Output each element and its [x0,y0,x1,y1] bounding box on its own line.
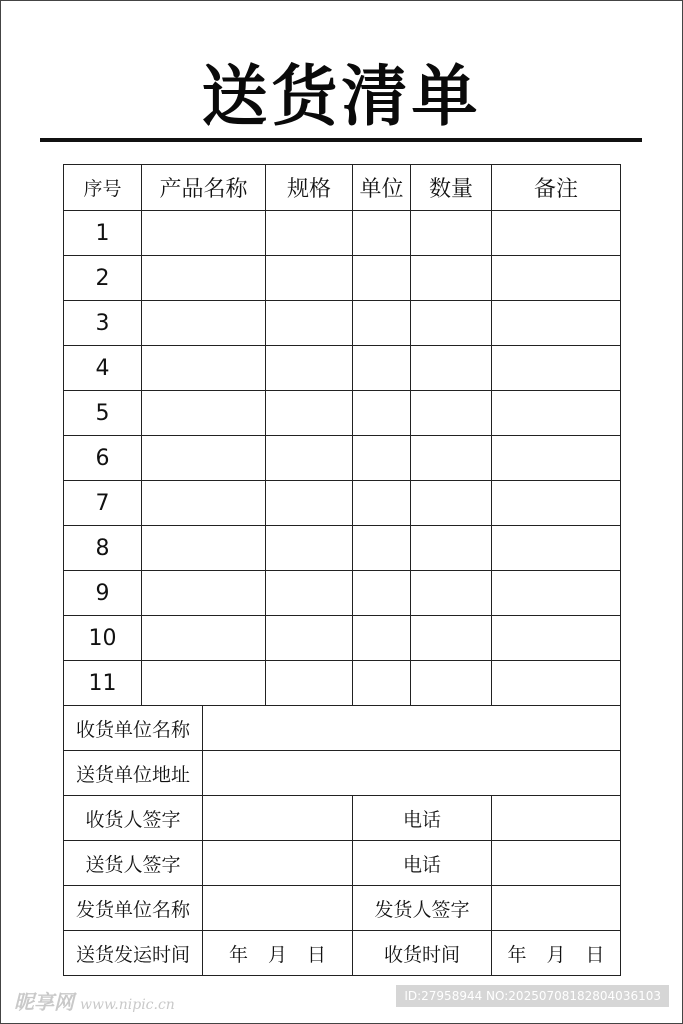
month-label: 月 [268,943,288,966]
watermark-url: www.nipic.cn [80,997,175,1013]
unit-cell[interactable] [353,346,411,391]
product-name-cell[interactable] [142,661,266,706]
row-index: 7 [64,481,142,526]
spec-cell[interactable] [266,256,353,301]
spec-cell[interactable] [266,211,353,256]
title-underline [40,138,642,142]
quantity-cell[interactable] [411,436,492,481]
quantity-cell[interactable] [411,301,492,346]
year-label: 年 [228,943,248,966]
row-index: 3 [64,301,142,346]
quantity-cell[interactable] [411,211,492,256]
header-spec: 规格 [266,165,353,211]
row-index: 5 [64,391,142,436]
shipper-signature-label: 发货人签字 [353,886,492,931]
table-row [64,211,621,256]
spec-cell[interactable] [266,526,353,571]
spec-cell[interactable] [266,616,353,661]
remarks-cell[interactable] [492,526,621,571]
table-row [64,391,621,436]
spec-cell[interactable] [266,346,353,391]
delivery-unit-address-field[interactable] [203,751,621,796]
watermark-logo [14,986,175,1015]
table-row [64,616,621,661]
row-index: 9 [64,571,142,616]
dispatch-time-label: 送货发运时间 [64,931,203,976]
header-remarks: 备注 [492,165,621,211]
header-index: 序号 [64,165,142,211]
delivery-table [63,164,621,976]
quantity-cell[interactable] [411,616,492,661]
unit-cell[interactable] [353,526,411,571]
remarks-cell[interactable] [492,301,621,346]
receiver-signature-field[interactable] [203,796,353,841]
row-index: 11 [64,661,142,706]
remarks-cell[interactable] [492,211,621,256]
receiver-unit-name-field[interactable] [203,706,621,751]
header-unit: 单位 [353,165,411,211]
row-index: 2 [64,256,142,301]
receipt-time-label: 收货时间 [353,931,492,976]
row-index: 8 [64,526,142,571]
unit-cell[interactable] [353,616,411,661]
spec-cell[interactable] [266,391,353,436]
deliverer-signature-field[interactable] [203,841,353,886]
table-row [64,481,621,526]
phone-field[interactable] [492,841,621,886]
info-row [64,886,621,931]
info-section [64,706,621,976]
product-name-cell[interactable] [142,256,266,301]
info-row [64,931,621,976]
shipper-signature-field[interactable] [492,886,621,931]
product-name-cell[interactable] [142,391,266,436]
phone-label: 电话 [353,841,492,886]
row-index: 4 [64,346,142,391]
table-row [64,661,621,706]
phone-label: 电话 [353,796,492,841]
row-index: 10 [64,616,142,661]
remarks-cell[interactable] [492,346,621,391]
info-row [64,751,621,796]
shipper-unit-name-field[interactable] [203,886,353,931]
spec-cell[interactable] [266,571,353,616]
product-name-cell[interactable] [142,301,266,346]
day-label: 日 [585,943,605,966]
spec-cell[interactable] [266,436,353,481]
product-name-cell[interactable] [142,616,266,661]
receiver-signature-label: 收货人签字 [64,796,203,841]
unit-cell[interactable] [353,571,411,616]
quantity-cell[interactable] [411,571,492,616]
deliverer-signature-label: 送货人签字 [64,841,203,886]
table-row [64,346,621,391]
info-row [64,796,621,841]
year-label: 年 [507,943,527,966]
receiver-unit-name-label: 收货单位名称 [64,706,203,751]
quantity-cell[interactable] [411,481,492,526]
watermark-logo-text: 昵享网 [14,990,74,1014]
unit-cell[interactable] [353,211,411,256]
spec-cell[interactable] [266,481,353,526]
quantity-cell[interactable] [411,346,492,391]
quantity-cell[interactable] [411,391,492,436]
phone-field[interactable] [492,796,621,841]
delivery-unit-address-label: 送货单位地址 [64,751,203,796]
remarks-cell[interactable] [492,436,621,481]
receipt-date-field[interactable] [492,931,621,976]
unit-cell[interactable] [353,481,411,526]
remarks-cell[interactable] [492,571,621,616]
row-index: 6 [64,436,142,481]
dispatch-date-field[interactable] [203,931,353,976]
quantity-cell[interactable] [411,526,492,571]
table-row [64,436,621,481]
info-row [64,841,621,886]
item-rows [64,211,621,706]
table-row [64,526,621,571]
spec-cell[interactable] [266,661,353,706]
info-row [64,706,621,751]
watermark-id-badge: ID:27958944 NO:20250708182804036103 [396,985,669,1007]
unit-cell[interactable] [353,391,411,436]
header-product-name: 产品名称 [142,165,266,211]
table-row [64,301,621,346]
product-name-cell[interactable] [142,346,266,391]
remarks-cell[interactable] [492,256,621,301]
product-name-cell[interactable] [142,526,266,571]
shipper-unit-name-label: 发货单位名称 [64,886,203,931]
remarks-cell[interactable] [492,661,621,706]
quantity-cell[interactable] [411,256,492,301]
table-header-row [64,165,621,211]
product-name-cell[interactable] [142,571,266,616]
header-quantity: 数量 [411,165,492,211]
month-label: 月 [546,943,566,966]
product-name-cell[interactable] [142,481,266,526]
page-title: 送货清单 [201,57,482,135]
quantity-cell[interactable] [411,661,492,706]
remarks-cell[interactable] [492,481,621,526]
remarks-cell[interactable] [492,616,621,661]
product-name-cell[interactable] [142,436,266,481]
table-row [64,571,621,616]
unit-cell[interactable] [353,661,411,706]
remarks-cell[interactable] [492,391,621,436]
unit-cell[interactable] [353,301,411,346]
product-name-cell[interactable] [142,211,266,256]
unit-cell[interactable] [353,256,411,301]
table-row [64,256,621,301]
spec-cell[interactable] [266,301,353,346]
day-label: 日 [307,943,327,966]
unit-cell[interactable] [353,436,411,481]
row-index: 1 [64,211,142,256]
